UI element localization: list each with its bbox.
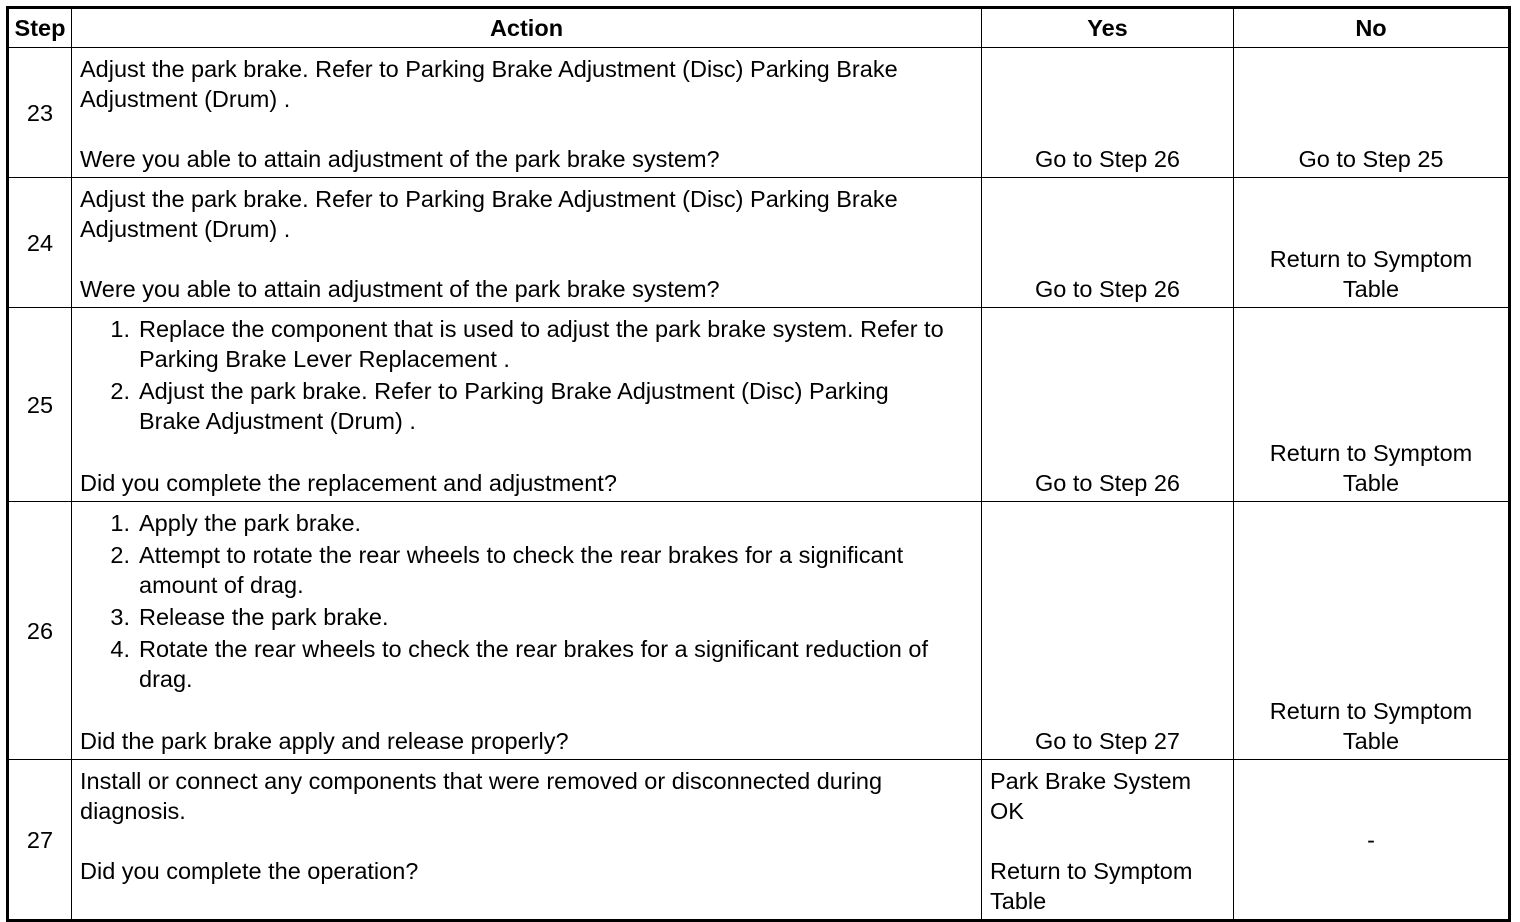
- list-text: Adjust the park brake. Refer to Parking Brake Adjustment (Disc) Parking Brake Adjustment (Drum) .: [139, 378, 889, 434]
- step-number: 24: [8, 178, 72, 308]
- list-number: 4 .: [80, 634, 130, 694]
- no-result-text: Return to Symptom Table: [1269, 698, 1473, 754]
- no-result: Go to Step 25: [1234, 48, 1510, 178]
- header-no: No: [1234, 8, 1510, 48]
- header-step: Step: [8, 8, 72, 48]
- yes-result: Go to Step 27: [982, 502, 1234, 760]
- list-item: [80, 376, 973, 436]
- action-text: Adjust the park brake. Refer to Parking Brake Adjustment (Disc) Parking Brake Adjustment (Drum) .: [80, 186, 898, 242]
- action-cell: [72, 48, 982, 178]
- action-text: Install or connect any components that were removed or disconnected during diagnosis.: [80, 768, 883, 824]
- no-result: [1234, 502, 1510, 760]
- table-row: [8, 760, 1510, 921]
- list-text: Rotate the rear wheels to check the rear brakes for a significant reduction of drag.: [139, 636, 928, 692]
- action-cell: [72, 760, 982, 921]
- list-item: [80, 508, 973, 538]
- step-number: 25: [8, 308, 72, 502]
- list-text: Attempt to rotate the rear wheels to check the rear brakes for a significant amount of drag.: [139, 542, 904, 598]
- action-cell: [72, 178, 982, 308]
- no-result-text: Return to Symptom Table: [1269, 246, 1473, 302]
- list-text: Release the park brake.: [139, 604, 389, 630]
- header-row: [8, 8, 1510, 48]
- list-number: 1 .: [80, 314, 130, 374]
- action-cell: [72, 308, 982, 502]
- list-number: 1 .: [80, 508, 130, 538]
- action-text: Adjust the park brake. Refer to Parking Brake Adjustment (Disc) Parking Brake Adjustment (Drum) .: [80, 56, 898, 112]
- step-number: 26: [8, 502, 72, 760]
- action-question: Did you complete the replacement and adjustment?: [80, 470, 617, 496]
- no-result: [1234, 308, 1510, 502]
- no-result-text: Return to Symptom Table: [1269, 440, 1473, 496]
- step-number: 23: [8, 48, 72, 178]
- yes-result: [982, 760, 1234, 921]
- list-text: Replace the component that is used to adjust the park brake system. Refer to Parking Brake Lever Replacement .: [139, 316, 944, 372]
- yes-result-fail: Return to Symptom Table: [990, 858, 1193, 914]
- list-item: [80, 540, 973, 600]
- action-question: Did you complete the operation?: [80, 858, 419, 884]
- no-result: [1234, 178, 1510, 308]
- list-item: [80, 314, 973, 374]
- header-action: Action: [72, 8, 982, 48]
- header-yes: Yes: [982, 8, 1234, 48]
- table-row: [8, 48, 1510, 178]
- table-row: [8, 178, 1510, 308]
- diagnostic-table: [6, 6, 1511, 922]
- step-list: [80, 314, 973, 436]
- list-text: Apply the park brake.: [139, 510, 362, 536]
- table-row: [8, 502, 1510, 760]
- list-item: [80, 602, 973, 632]
- yes-result: Go to Step 26: [982, 308, 1234, 502]
- step-number: 27: [8, 760, 72, 921]
- action-question: Did the park brake apply and release properly?: [80, 728, 569, 754]
- list-number: 2 .: [80, 376, 130, 436]
- no-result: -: [1234, 760, 1510, 921]
- list-number: 3 .: [80, 602, 130, 632]
- list-number: 2 .: [80, 540, 130, 600]
- list-item: [80, 634, 973, 694]
- table-row: [8, 308, 1510, 502]
- yes-result: Go to Step 26: [982, 48, 1234, 178]
- action-question: Were you able to attain adjustment of the park brake system?: [80, 276, 720, 302]
- yes-result-pass: Park Brake System OK: [990, 768, 1192, 824]
- yes-result: Go to Step 26: [982, 178, 1234, 308]
- step-list: [80, 508, 973, 694]
- action-question: Were you able to attain adjustment of the park brake system?: [80, 146, 720, 172]
- action-cell: [72, 502, 982, 760]
